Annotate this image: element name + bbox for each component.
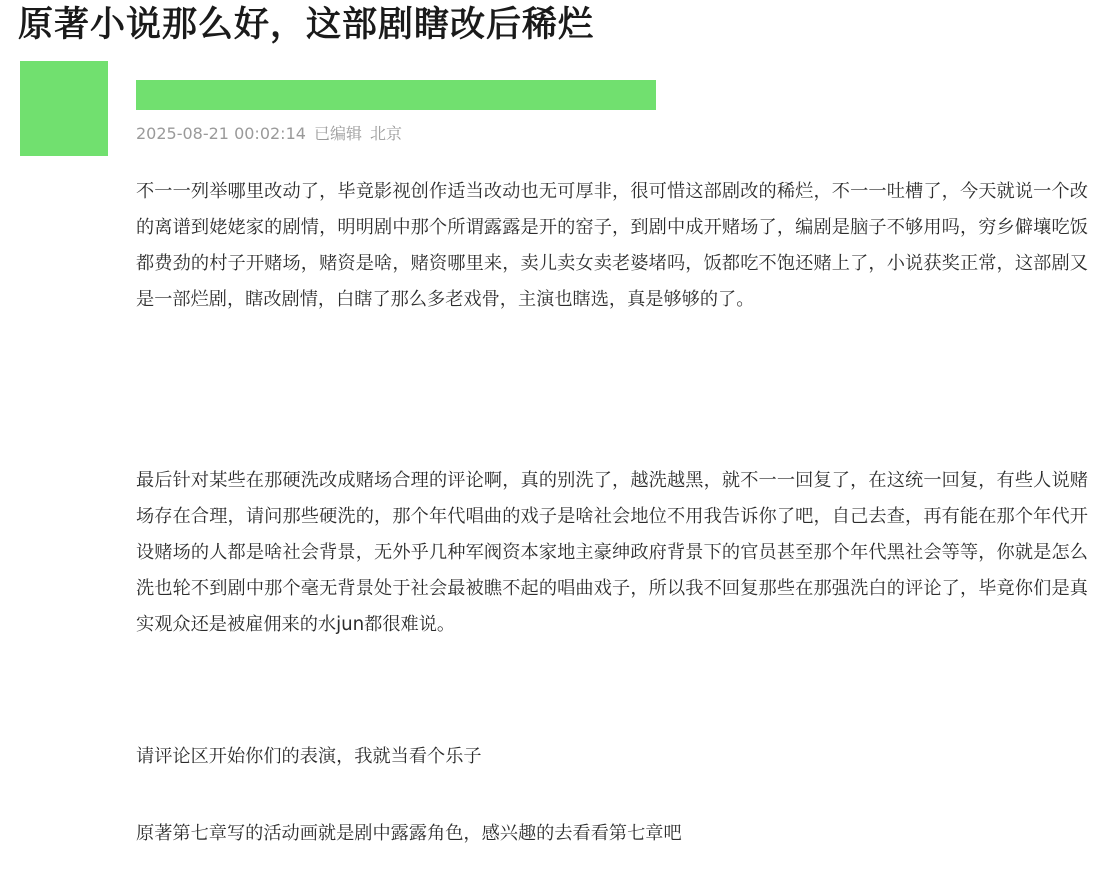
username-redacted[interactable] bbox=[136, 80, 656, 110]
post-timestamp: 2025-08-21 00:02:14 bbox=[136, 124, 306, 143]
post-meta bbox=[136, 122, 410, 146]
post-paragraph: 原著第七章写的活动画就是剧中露露角色，感兴趣的去看看第七章吧 bbox=[136, 823, 682, 844]
post-location: 北京 bbox=[369, 124, 402, 143]
edited-label: 已编辑 bbox=[313, 124, 362, 143]
post-paragraph: 最后针对某些在那硬洗改成赌场合理的评论啊，真的别洗了，越洗越黑，就不一一回复了，在这统一回复，有些人说赌场存在合理，请问那些硬洗的，那个年代唱曲的戏子是啥社会地位不用我告诉你了吧，自己去查，再有能在那个年代开设赌场的人都是啥社会背景，无外乎几种军阀资本家地主豪绅政府背景下的官员甚至那个年代黑社会等等，你就是怎么洗也轮不到剧中那个毫无背景处于社会最被瞧不起的唱曲戏子，所以我不回复那些在那强洗白的评论了，毕竟你们是真实观众还是被雇佣来的水jun都很难说。 bbox=[136, 470, 1088, 635]
page-title: 原著小说那么好，这部剧瞎改后稀烂 bbox=[18, 5, 595, 45]
post-paragraph: 不一一列举哪里改动了，毕竟影视创作适当改动也无可厚非，很可惜这部剧改的稀烂，不一一吐槽了，今天就说一个改的离谱到姥姥家的剧情，明明剧中那个所谓露露是开的窑子，到剧中成开赌场了，编剧是脑子不够用吗，穷乡僻壤吃饭都费劲的村子开赌场，赌资是啥，赌资哪里来，卖儿卖女卖老婆堵吗，饭都吃不饱还赌上了，小说获奖正常，这部剧又是一部烂剧，瞎改剧情，白瞎了那么多老戏骨，主演也瞎选，真是够够的了。 bbox=[136, 181, 1088, 310]
post-paragraph: 请评论区开始你们的表演，我就当看个乐子 bbox=[136, 746, 482, 767]
avatar[interactable] bbox=[20, 61, 108, 156]
